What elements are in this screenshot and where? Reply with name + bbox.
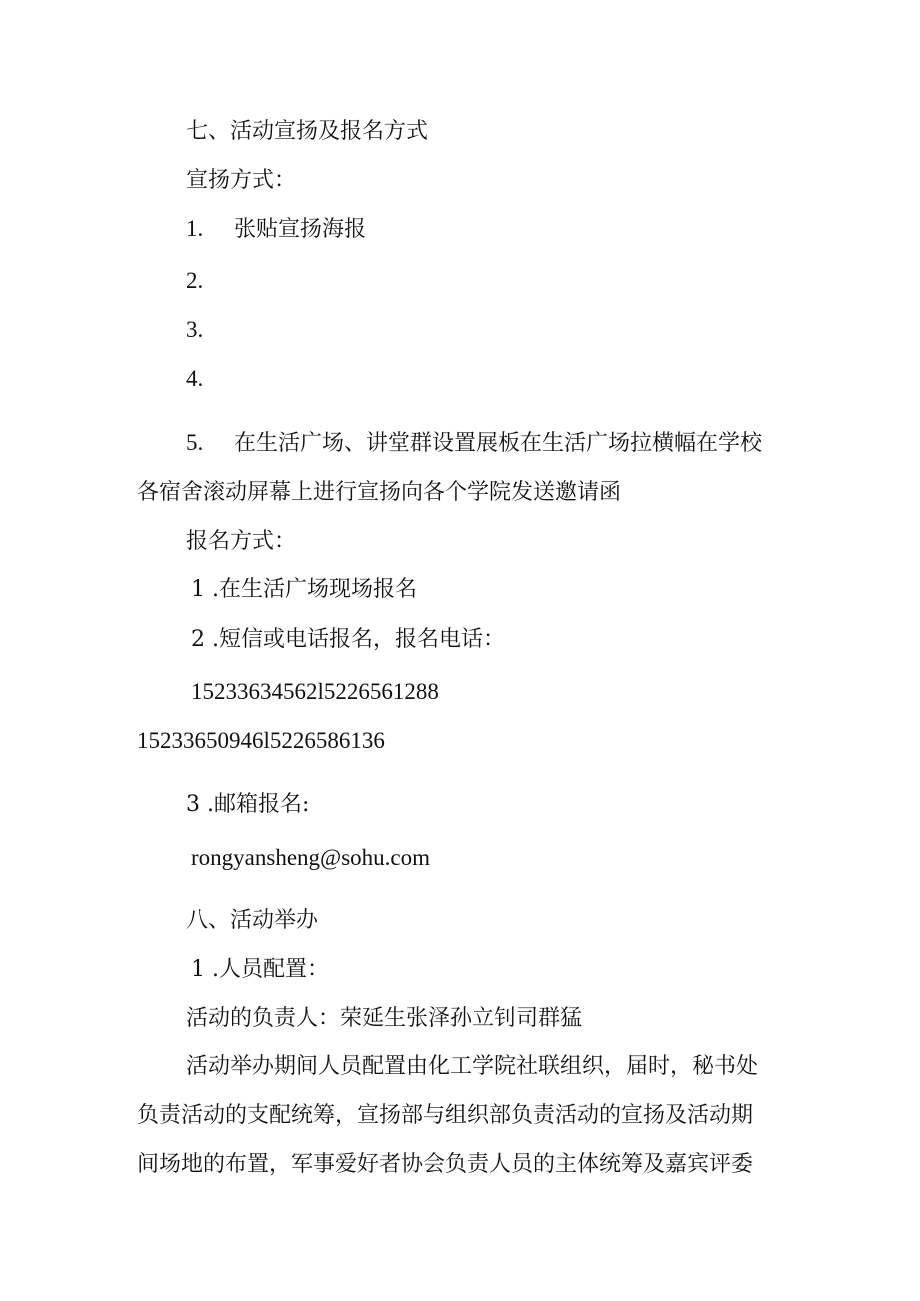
staff-paragraph-line-2: 负责活动的支配统筹，宣扬部与组织部负责活动的宣扬及活动期 [137, 1103, 754, 1128]
signup-method-3: 3 .邮箱报名: [186, 792, 310, 817]
promo-label: 宣扬方式： [186, 168, 297, 193]
signup-email: rongyansheng@sohu.com [191, 845, 431, 870]
promo-item-3 [186, 315, 234, 346]
promo-item-4-number: 4. [186, 366, 204, 391]
promo-item-5-number: 5. [186, 430, 204, 455]
activity-leaders: 活动的负责人：荣延生张泽孙立钊司群猛 [186, 1006, 583, 1031]
staff-paragraph-line-1: 活动举办期间人员配置由化工学院社联组织，届时，秘书处 [186, 1054, 759, 1079]
promo-item-2-number: 2. [186, 268, 204, 293]
promo-item-3-number: 3. [186, 317, 204, 342]
signup-label: 报名方式： [186, 529, 297, 554]
promo-item-4 [186, 364, 234, 395]
promo-item-1 [186, 214, 366, 245]
promo-item-1-text: 张贴宣扬海报 [234, 217, 367, 242]
signup-method-1: 1 .在生活广场现场报名 [191, 577, 417, 602]
promo-item-5-continuation: 各宿舍滚动屏幕上进行宣扬向各个学院发送邀请函 [137, 480, 622, 505]
phone-numbers-line-2: 15233650946l5226586136 [137, 728, 385, 753]
promo-item-1-number: 1. [186, 216, 204, 241]
staff-config-heading: 1 .人员配置： [191, 957, 329, 982]
promo-item-2 [186, 266, 234, 297]
phone-numbers-line-1: 15233634562l5226561288 [191, 679, 439, 704]
signup-method-2: 2 .短信或电话报名，报名电话： [191, 627, 505, 652]
promo-item-5-text: 在生活广场、讲堂群设置展板在生活广场拉横幅在学校 [234, 431, 763, 456]
promo-item-5 [186, 428, 762, 459]
staff-paragraph-line-3: 间场地的布置，军事爱好者协会负责人员的主体统筹及嘉宾评委 [137, 1152, 754, 1177]
section-7-heading: 七、活动宣扬及报名方式 [186, 119, 429, 144]
section-8-heading: 八、活动举办 [186, 908, 319, 933]
